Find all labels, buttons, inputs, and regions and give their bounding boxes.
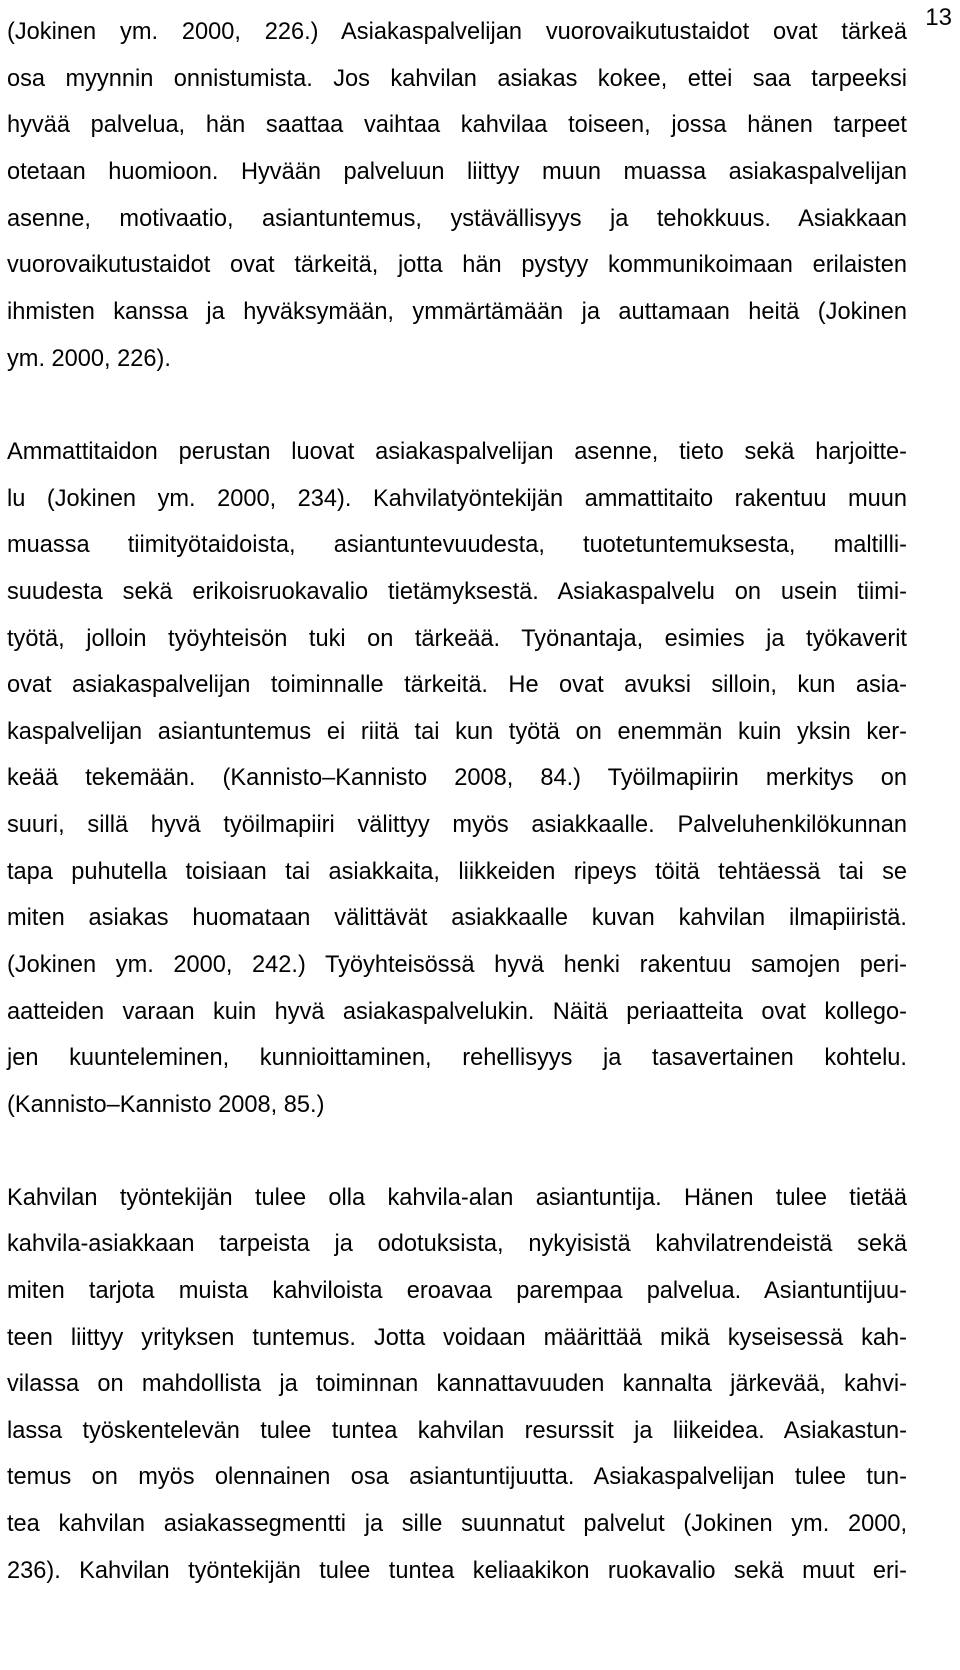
text-line: osa myynnin onnistumista. Jos kahvilan asiakas kokee, ettei saa tarpeeksi xyxy=(7,66,907,92)
text-line: temus on myös olennainen osa asiantuntijuutta. Asiakaspalvelijan tulee tun- xyxy=(7,1464,907,1490)
text-line: aatteiden varaan kuin hyvä asiakaspalvelukin. Näitä periaatteita ovat kollego- xyxy=(7,999,907,1025)
text-line: 236). Kahvilan työntekijän tulee tuntea keliaakikon ruokavalio sekä muut eri- xyxy=(7,1558,907,1584)
text-line: Ammattitaidon perustan luovat asiakaspalvelijan asenne, tieto sekä harjoitte- xyxy=(7,439,907,465)
text-line: keää tekemään. (Kannisto–Kannisto 2008, 84.) Työilmapiirin merkitys on xyxy=(7,765,907,791)
text-line: jen kuunteleminen, kunnioittaminen, rehellisyys ja tasavertainen kohtelu. xyxy=(7,1045,907,1071)
text-line: lassa työskentelevän tulee tuntea kahvilan resurssit ja liikeidea. Asiakastun- xyxy=(7,1418,907,1444)
page-number: 13 xyxy=(925,4,952,31)
text-line: miten asiakas huomataan välittävät asiakkaalle kuvan kahvilan ilmapiiristä. xyxy=(7,905,907,931)
text-line: tea kahvilan asiakassegmentti ja sille suunnatut palvelut (Jokinen ym. 2000, xyxy=(7,1511,907,1537)
text-line: tapa puhutella toisiaan tai asiakkaita, liikkeiden ripeys töitä tehtäessä tai se xyxy=(7,859,907,885)
text-line: työtä, jolloin työyhteisön tuki on tärkeää. Työnantaja, esimies ja työkaverit xyxy=(7,626,907,652)
text-line: vuorovaikutustaidot ovat tärkeitä, jotta hän pystyy kommunikoimaan erilaisten xyxy=(7,252,907,278)
text-line: suudesta sekä erikoisruokavalio tietämyksestä. Asiakaspalvelu on usein tiimi- xyxy=(7,579,907,605)
text-line: (Jokinen ym. 2000, 242.) Työyhteisössä hyvä henki rakentuu samojen peri- xyxy=(7,952,907,978)
text-line: otetaan huomioon. Hyvään palveluun liittyy muun muassa asiakaspalvelijan xyxy=(7,159,907,185)
text-line: miten tarjota muista kahviloista eroavaa parempaa palvelua. Asiantuntijuu- xyxy=(7,1278,907,1304)
text-line: (Kannisto–Kannisto 2008, 85.) xyxy=(7,1092,325,1118)
text-line: kaspalvelijan asiantuntemus ei riitä tai kun työtä on enemmän kuin yksin ker- xyxy=(7,719,907,745)
text-line: kahvila-asiakkaan tarpeista ja odotuksista, nykyisistä kahvilatrendeistä sekä xyxy=(7,1231,907,1257)
text-line: lu (Jokinen ym. 2000, 234). Kahvilatyöntekijän ammattitaito rakentuu muun xyxy=(7,486,907,512)
text-line: vilassa on mahdollista ja toiminnan kannattavuuden kannalta järkevää, kahvi- xyxy=(7,1371,907,1397)
text-line: teen liittyy yrityksen tuntemus. Jotta voidaan määrittää mikä kyseisessä kah- xyxy=(7,1325,907,1351)
text-line: ovat asiakaspalvelijan toiminnalle tärkeitä. He ovat avuksi silloin, kun asia- xyxy=(7,672,907,698)
text-line: Kahvilan työntekijän tulee olla kahvila-alan asiantuntija. Hänen tulee tietää xyxy=(7,1185,907,1211)
text-line: asenne, motivaatio, asiantuntemus, ystävällisyys ja tehokkuus. Asiakkaan xyxy=(7,206,907,232)
text-line: ihmisten kanssa ja hyväksymään, ymmärtämään ja auttamaan heitä (Jokinen xyxy=(7,299,907,325)
text-line: suuri, sillä hyvä työilmapiiri välittyy myös asiakkaalle. Palveluhenkilökunnan xyxy=(7,812,907,838)
text-line: ym. 2000, 226). xyxy=(7,346,171,372)
text-line: hyvää palvelua, hän saattaa vaihtaa kahvilaa toiseen, jossa hänen tarpeet xyxy=(7,112,907,138)
text-line: (Jokinen ym. 2000, 226.) Asiakaspalvelijan vuorovaikutustaidot ovat tärkeä xyxy=(7,19,907,45)
text-line: muassa tiimityötaidoista, asiantuntevuudesta, tuotetuntemuksesta, maltilli- xyxy=(7,532,907,558)
